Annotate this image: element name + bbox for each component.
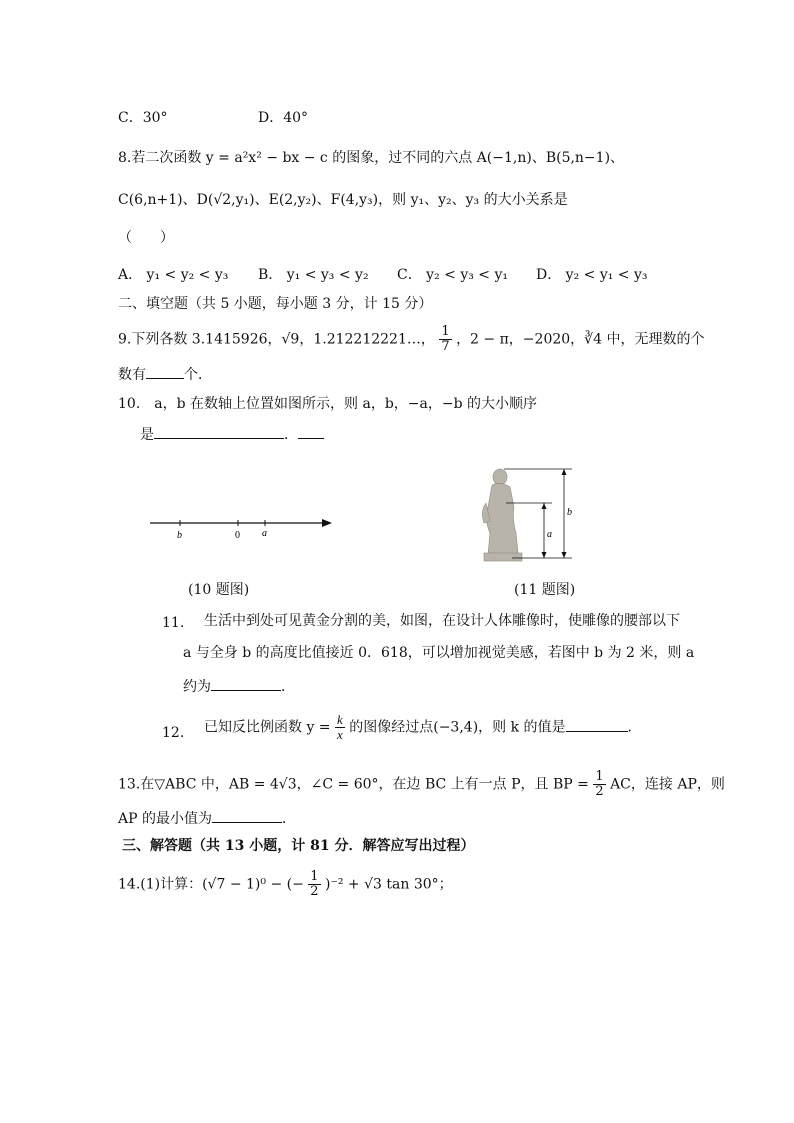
q11-line3 (183, 676, 295, 697)
q12-frac-den: x (337, 727, 343, 742)
statue-image (482, 469, 522, 561)
q11-text-b: ． (281, 679, 295, 695)
number-line-arrow-icon (322, 519, 332, 527)
q13-text-b: AC，连接 AP，则 (610, 776, 725, 793)
q11-figure-caption: (11 题图) (514, 582, 576, 598)
q11-line1: 生活中到处可见黄金分割的美，如图，在设计人体雕像时，使雕像的腰部以下 (204, 613, 680, 629)
q10-line1: 10. a，b 在数轴上位置如图所示，则 a，b，−a，−b 的大小顺序 (118, 396, 538, 412)
q11-answer-blank[interactable] (211, 676, 281, 691)
q9-line2 (118, 364, 212, 385)
q12-fraction (335, 713, 345, 742)
q12-line (204, 713, 642, 742)
label-zero: 0 (235, 530, 240, 541)
q11-line2: a 与全身 b 的高度比值接近 0．618，可以增加视觉美感，若图中 b 为 2 米，则 a (183, 645, 695, 661)
q9-frac-num: 1 (441, 324, 450, 339)
q13-answer-blank[interactable] (212, 808, 282, 823)
q9-line1 (118, 325, 704, 354)
q14-frac-num: 1 (310, 869, 319, 884)
label-a: a (262, 528, 267, 539)
q9-text-d: 个． (184, 367, 212, 383)
q13-text-d: ． (281, 811, 296, 827)
q14-frac-den: 2 (310, 884, 319, 899)
q9-text-c: 数有 (118, 367, 146, 383)
q8-option-d: D． y₂ < y₁ < y₃ (536, 267, 648, 283)
q10-text-a: 是 (140, 427, 154, 443)
q9-text-b: ，2 − π，−2020，∛4 中，无理数的个 (456, 331, 705, 348)
q13-frac-num: 1 (595, 769, 604, 784)
q10-line2 (140, 424, 324, 445)
q11-statue-figure (476, 463, 586, 565)
q12-number: 12. (162, 725, 185, 741)
label-a: a (547, 529, 552, 540)
q14-text-b: )⁻² + √3 tan 30°； (325, 876, 453, 893)
q14-line (118, 870, 453, 899)
q8-option-a: A． y₁ < y₂ < y₃ (118, 267, 229, 283)
q9-fraction (439, 325, 451, 354)
q8-stem-line1: 8.若二次函数 y = a²x² − bx − c 的图象，过不同的六点 A(−1,n)、B(5,n−1)、 (118, 150, 625, 166)
label-b: b (567, 507, 572, 518)
q9-text-a: 9.下列各数 3.1415926，√9，1.212212221…， (118, 331, 435, 348)
b-arrow-up-icon (562, 469, 567, 475)
q11-text-a: 约为 (183, 679, 211, 695)
q13-fraction (593, 770, 605, 799)
q9-answer-blank[interactable] (146, 364, 184, 379)
q10-number-line-figure (146, 510, 336, 550)
q12-text-b: 的图像经过点(−3,4)，则 k 的值是 (349, 719, 566, 736)
q8-answer-paren: （ ） (118, 230, 174, 246)
q13-line1 (118, 770, 725, 799)
q7-option-d: D．40° (258, 110, 309, 126)
label-b: b (177, 530, 182, 541)
q13-frac-den: 2 (595, 784, 604, 799)
q10-trailing-blank (298, 424, 324, 439)
b-arrow-down-icon (562, 552, 567, 558)
q10-text-b: ． (284, 427, 298, 443)
q10-figure-caption: (10 题图) (188, 582, 250, 598)
section3-title: 三、解答题（共 13 小题，计 81 分．解答应写出过程） (122, 838, 475, 854)
q7-option-c: C．30° (118, 110, 168, 126)
q12-text-c: ． (627, 719, 642, 736)
section2-title: 二、填空题（共 5 小题，每小题 3 分，计 15 分） (118, 296, 433, 312)
q12-frac-num: k (337, 712, 343, 727)
q8-stem-line2: C(6,n+1)、D(√2,y₁)、E(2,y₂)、F(4,y₃)，则 y₁、y₂、y₃ 的大小关系是 (118, 192, 568, 208)
q8-option-c: C． y₂ < y₃ < y₁ (397, 267, 508, 283)
q12-answer-blank[interactable] (566, 717, 628, 732)
q13-line2 (118, 808, 296, 829)
q10-answer-blank[interactable] (154, 424, 284, 439)
q8-option-b: B． y₁ < y₃ < y₂ (258, 267, 369, 283)
q13-text-a: 13.在▽ABC 中，AB = 4√3，∠C = 60°，在边 BC 上有一点 P，且 BP = (118, 776, 589, 793)
q13-text-c: AP 的最小值为 (118, 811, 212, 827)
q14-fraction (308, 870, 320, 899)
q12-text-a: 已知反比例函数 y = (204, 719, 331, 736)
a-arrow-up-icon (542, 503, 547, 509)
q9-frac-den: 7 (441, 339, 450, 354)
q14-text-a: 14.(1)计算：(√7 − 1)⁰ − (− (118, 876, 304, 893)
a-arrow-down-icon (542, 552, 547, 558)
q11-number: 11. (162, 615, 185, 631)
